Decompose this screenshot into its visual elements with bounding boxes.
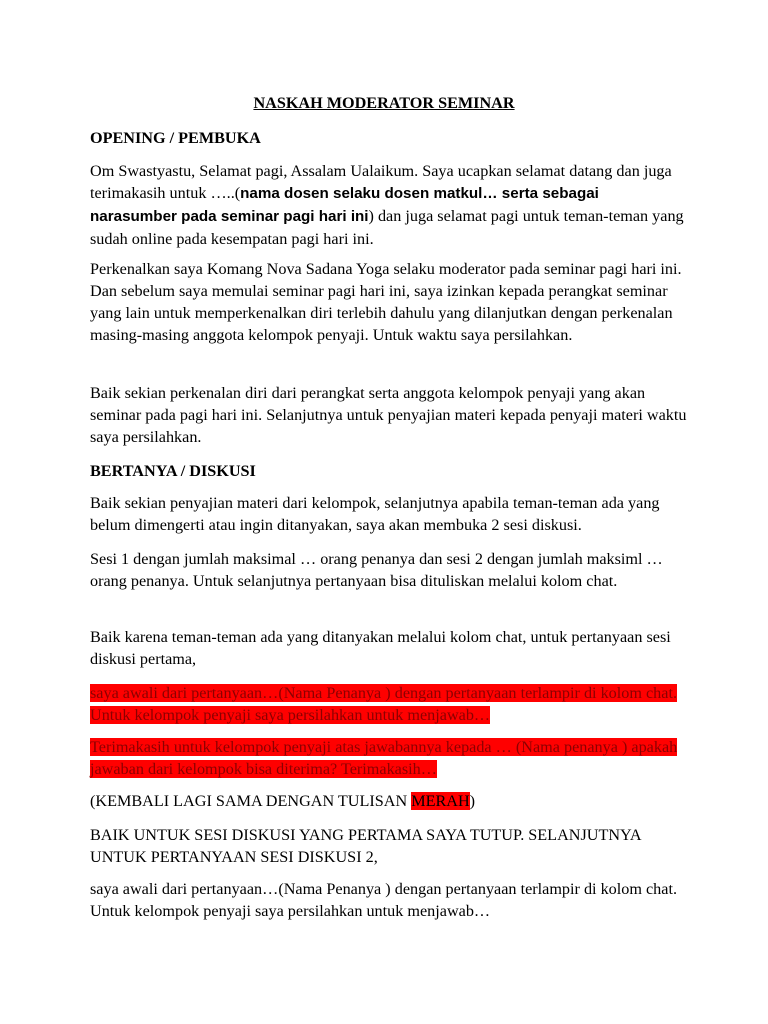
kembali-note [90,790,690,812]
kembali-note-post: ) [469,792,476,810]
red-highlight-paragraph-2 [90,736,690,780]
opening-paragraph-1 [90,160,690,250]
diskusi-paragraph-last: saya awali dari pertanyaan…(Nama Penanya ) dengan pertanyaan terlampir di kolom chat. Untuk kelompok penyaji saya persilahkan untuk menjawab… [90,880,678,920]
opening-p1-text-a: Om Swastyastu, Selamat pagi, Assalam Ualaikum. Saya ucapkan selamat datang dan juga terimakasih untuk …..( [90,162,672,202]
diskusi-paragraph-1: Baik sekian penyajian materi dari kelompok, selanjutnya apabila teman-teman ada yang belum dimengerti atau ingin ditanyakan, saya akan membuka 2 sesi diskusi. [90,494,660,534]
tutup-paragraph: BAIK UNTUK SESI DISKUSI YANG PERTAMA SAYA TUTUP. SELANJUTNYA UNTUK PERTANYAAN SESI DISKUSI 2, [90,826,641,866]
red-highlight-paragraph-1 [90,682,690,726]
document-title: NASKAH MODERATOR SEMINAR [253,94,515,112]
opening-p1-text-b: ) dan juga selamat pagi untuk teman-teman yang sudah online pada kesempatan pagi hari ini. [90,207,684,248]
diskusi-paragraph-3: Baik karena teman-teman ada yang ditanyakan melalui kolom chat, untuk pertanyaan sesi diskusi pertama, [90,628,671,668]
red-highlight-text-2: Terimakasih untuk kelompok penyaji atas jawabannya kepada … (Nama penanya ) apakah jawaban dari kelompok bisa diterima? Terimakasih… [90,738,678,778]
diskusi-paragraph-2: Sesi 1 dengan jumlah maksimal … orang penanya dan sesi 2 dengan jumlah maksiml … orang penanya. Untuk selanjutnya pertanyaan bisa dituliskan melalui kolom chat. [90,550,663,590]
opening-heading: OPENING / PEMBUKA [90,129,261,147]
red-highlight-text-1: saya awali dari pertanyaan…(Nama Penanya ) dengan pertanyaan terlampir di kolom chat. Untuk kelompok penyaji saya persilahkan untuk menjawab… [90,684,678,724]
opening-paragraph-2: Perkenalkan saya Komang Nova Sadana Yoga selaku moderator pada seminar pagi hari ini. Dan sebelum saya memulai seminar pagi hari ini, saya izinkan kepada perangkat seminar yang lain untuk memperkenalkan diri terlebih dahulu yang dilanjutkan dengan perkenalan masing-masing anggota kelompok penyaji. Untuk waktu saya persilahkan. [90,260,682,344]
opening-p1-bold: nama dosen selaku dosen matkul… serta sebagai narasumber pada seminar pagi hari ini [90,185,599,225]
diskusi-heading: BERTANYA / DISKUSI [90,462,256,480]
opening-paragraph-3: Baik sekian perkenalan diri dari perangkat serta anggota kelompok penyaji yang akan seminar pada pagi hari ini. Selanjutnya untuk penyajian materi kepada penyaji materi waktu saya persilahkan. [90,384,687,446]
kembali-note-merah: MERAH [411,792,470,810]
kembali-note-pre: (KEMBALI LAGI SAMA DENGAN TULISAN [90,792,412,810]
